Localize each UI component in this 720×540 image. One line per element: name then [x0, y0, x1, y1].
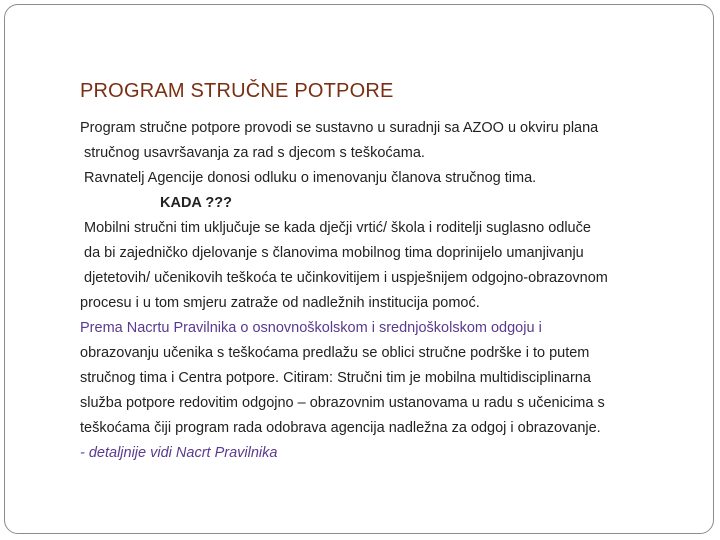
- text-line: Program stručne potpore provodi se sustavno u suradnji sa AZOO u okviru plana: [80, 120, 599, 136]
- text-line-highlight: Prema Nacrtu Pravilnika o osnovnoškolskom i srednjoškolskom odgoju i: [80, 320, 542, 336]
- text-line: stručnog tima i Centra potpore. Citiram: Stručni tim je mobilna multidisciplinarna: [80, 370, 591, 386]
- text-line: teškoćama čiji program rada odobrava agencija nadležna za odgoj i obrazovanje.: [80, 420, 601, 436]
- text-line-note: - detaljnije vidi Nacrt Pravilnika: [80, 445, 278, 461]
- text-line: Mobilni stručni tim uključuje se kada dječji vrtić/ škola i roditelji suglasno odluče: [84, 220, 591, 236]
- text-line: Ravnatelj Agencije donosi odluku o imenovanju članova stručnog tima.: [84, 170, 537, 186]
- text-line: obrazovanju učenika s teškoćama predlažu se oblici stručne podrške i to putem: [80, 345, 590, 361]
- text-line: da bi zajedničko djelovanje s članovima mobilnog tima doprinijelo umanjivanju: [84, 245, 584, 261]
- slide-title: PROGRAM STRUČNE POTPORE: [80, 80, 394, 102]
- text-line-heading: KADA ???: [160, 195, 232, 211]
- text-line: procesu i u tom smjeru zatraže od nadležnih institucija pomoć.: [80, 295, 480, 311]
- text-line: služba potpore redovitim odgojno – obrazovnim ustanovama u radu s učenicima s: [80, 395, 605, 411]
- text-line: stručnog usavršavanja za rad s djecom s teškoćama.: [84, 145, 425, 161]
- text-line: djetetovih/ učenikovih teškoća te učinkovitijem i uspješnijem odgojno-obrazovnom: [84, 270, 608, 286]
